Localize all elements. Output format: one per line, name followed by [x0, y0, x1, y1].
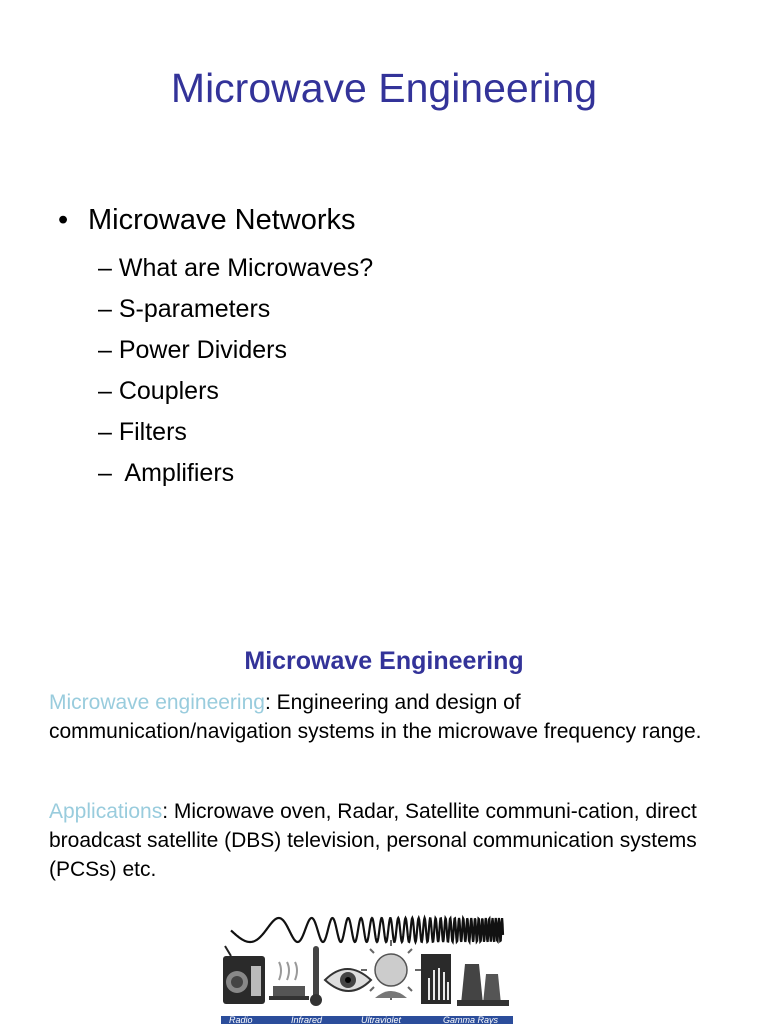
slide-2: [0, 620, 768, 1024]
definition-paragraph: [49, 688, 729, 746]
applications-text: : Microwave oven, Radar, Satellite communi-cation, direct broadcast satellite (DBS) television, personal communication systems (PCSs) etc.: [49, 800, 697, 881]
eye-icon: [325, 969, 371, 991]
slide-2-title: Microwave Engineering: [244, 647, 524, 675]
thermometer-icon: [310, 946, 322, 1006]
hot-cup-icon: [269, 962, 309, 1000]
sub-bullet-item: – S-parameters: [98, 295, 271, 323]
slide-title: Microwave Engineering: [170, 65, 598, 111]
nuclear-plant-icon: [457, 964, 509, 1006]
sub-bullet-item: – Filters: [98, 418, 187, 446]
sub-bullet-list: [98, 248, 373, 494]
xray-hand-icon: [421, 954, 451, 1004]
wave-icon: [231, 918, 503, 942]
sun-icon: [361, 940, 421, 1000]
sub-bullet-item: – Amplifiers: [98, 459, 235, 487]
applications-term: Applications: [49, 800, 163, 823]
spectrum-label-radio: Radio: [229, 1015, 253, 1024]
spectrum-label-gamma: Gamma Rays: [443, 1015, 499, 1024]
spectrum-label-bar: [221, 1016, 513, 1024]
sub-bullet-item: – Power Dividers: [98, 336, 287, 364]
sub-bullet-item: – Couplers: [98, 377, 219, 405]
spectrum-label-ultraviolet: Ultraviolet: [361, 1015, 402, 1024]
radio-icon: [223, 946, 265, 1004]
spectrum-label-infrared: Infrared: [291, 1015, 323, 1024]
spectrum-graphic: [221, 908, 513, 1016]
electromagnetic-spectrum-illustration: [221, 908, 513, 1024]
definition-term: Microwave engineering: [49, 691, 265, 714]
applications-paragraph: [49, 797, 729, 884]
main-bullet-text: Microwave Networks: [88, 204, 356, 236]
main-bullet: [58, 200, 356, 240]
sub-bullet-item: – What are Microwaves?: [98, 254, 374, 282]
bullet-marker: •: [58, 204, 69, 236]
definition-text: : Engineering and design of communication/navigation systems in the microwave frequency range.: [49, 691, 702, 743]
